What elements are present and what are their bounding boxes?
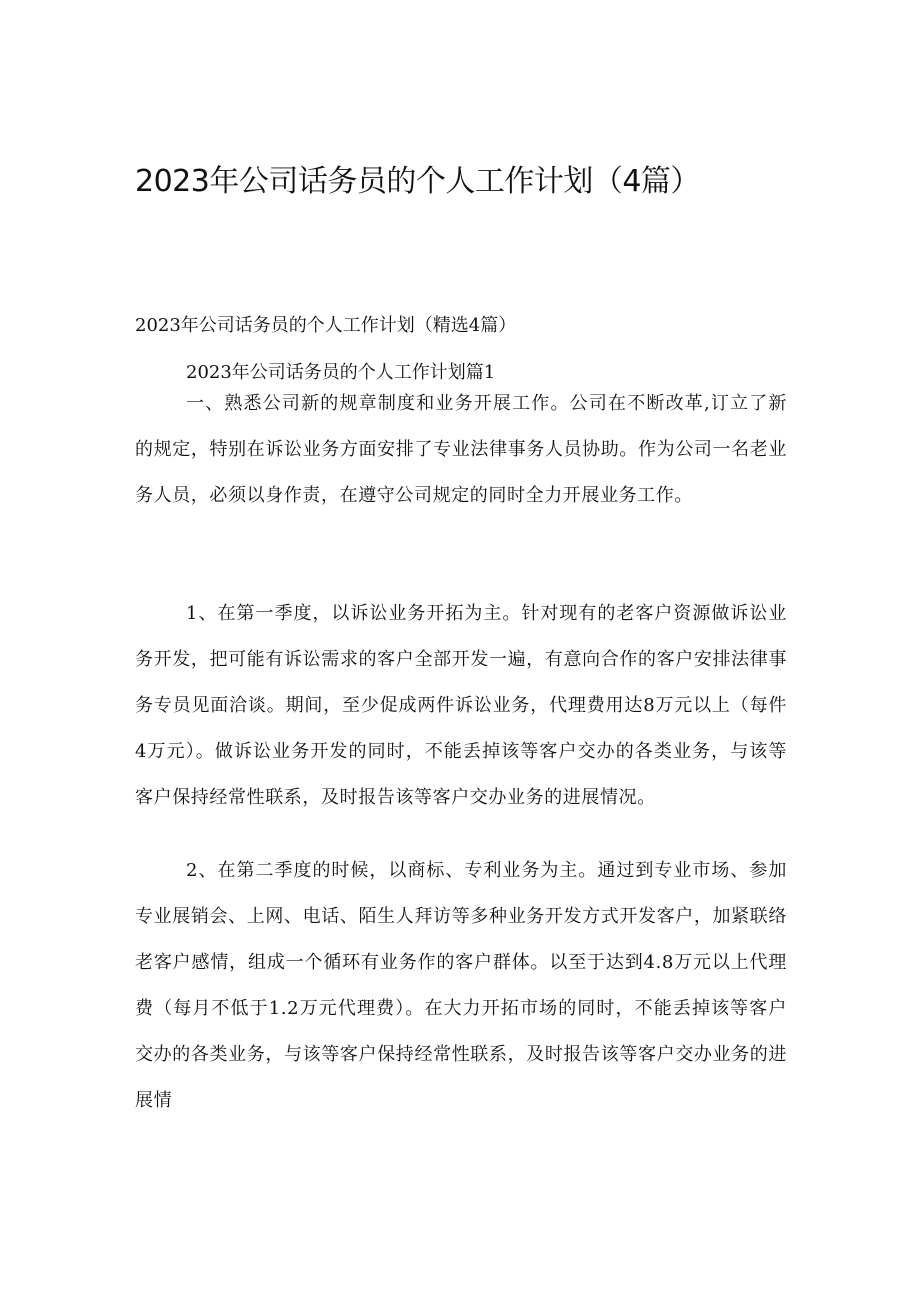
document-title: 2023年公司话务员的个人工作计划（4篇）: [135, 164, 700, 199]
paragraph-1: 一、熟悉公司新的规章制度和业务开展工作。公司在不断改革,订立了新的规定，特别在诉讼业务方面安排了专业法律事务人员协助。作为公司一名老业务人员，必须以身作责，在遵守公司规定的同时全力开展业务工作。: [135, 393, 787, 506]
document-subtitle: 2023年公司话务员的个人工作计划（精选4篇）: [135, 315, 517, 336]
paragraph-2: 1、在第一季度，以诉讼业务开拓为主。针对现有的老客户资源做诉讼业务开发，把可能有诉讼需求的客户全部开发一遍，有意向合作的客户安排法律事务专员见面洽谈。期间，至少促成两件诉讼业务，代理费用达8万元以上（每件4万元）。做诉讼业务开发的同时，不能丢掉该等客户交办的各类业务，与该等客户保持经常性联系，及时报告该等客户交办业务的进展情况。: [135, 603, 787, 808]
section-heading: 2023年公司话务员的个人工作计划篇1: [186, 362, 496, 383]
paragraph-3: 2、在第二季度的时候，以商标、专利业务为主。通过到专业市场、参加专业展销会、上网、电话、陌生人拜访等多种业务开发方式开发客户，加紧联络老客户感情，组成一个循环有业务作的客户群体。以至于达到4.8万元以上代理费（每月不低于1.2万元代理费）。在大力开拓市场的同时，不能丢掉该等客户交办的各类业务，与该等客户保持经常性联系，及时报告该等客户交办业务的进展情: [135, 860, 787, 1111]
